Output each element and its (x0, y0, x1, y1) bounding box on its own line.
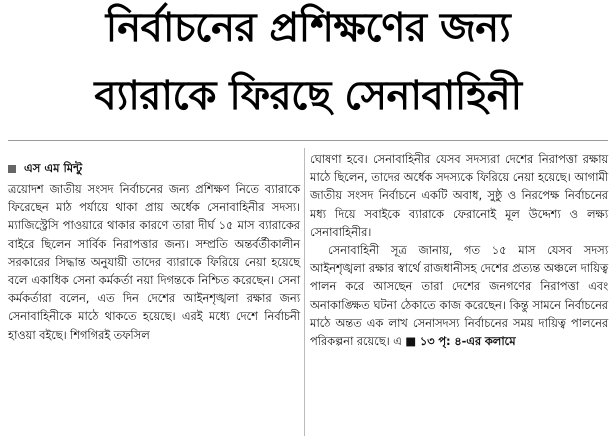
headline-divider (8, 140, 608, 141)
byline-author: এস এম মিন্টু (24, 161, 83, 175)
right-column-paragraph-2-text: সেনাবাহিনী সূত্র জানায়, গত ১৫ মাস যেসব সদস্য আইনশৃঙ্খলা রক্ষার স্বার্থে রাজধানীসহ দেশের প্রত্যন্ত অঞ্চলে দায়িত্ব পালন করে আসছেন তারা দেশের জনগণের নিরাপত্তা এবং অনাকাঙ্ক্ষিত ঘটনা ঠেকাতে কাজ করেছেন। কিন্তু সামনে নির্বাচনের মাঠে অন্তত এক লাখ সেনাসদস্য নির্বাচনের সময় দায়িত্ব পালনের পরিকল্পনা রয়েছে। এ (310, 243, 608, 349)
byline (8, 160, 82, 179)
column-divider (304, 148, 305, 436)
right-column-paragraph-1: ঘোষণা হবে। সেনাবাহিনীর যেসব সদস্যরা দেশের নিরাপত্তা রক্ষায় মাঠে ছিলেন, তাদের অর্ধেক সদস্যকে ফিরিয়ে নেয়া হয়েছে। আগামী জাতীয় সংসদ নির্বাচনে একটি অবাধ, সুষ্ঠু ও নিরপেক্ষ নির্বাচনের মধ্য দিয়ে সবাইকে ব্যারাকে ফেরানোই মূল উদ্দেশ্য ও লক্ষ্য সেনাবাহিনীর। (310, 152, 608, 239)
left-column (8, 180, 300, 344)
continuation-jump: ■ ১৩ পৃ: ৪-এর কলামে (405, 334, 516, 349)
headline-line-1: নির্বাচনের প্রশিক্ষণের জন্য (105, 5, 511, 51)
byline-square-icon (8, 165, 16, 173)
headline-line-2: ব্যারাকে ফিরছে সেনাবাহিনী (94, 73, 522, 119)
left-column-paragraph: ত্রয়োদশ জাতীয় সংসদ নির্বাচনের জন্য প্রশিক্ষণ নিতে ব্যারাকে ফিরেছেন মাঠ পর্যায়ে থাকা প্রায় অর্ধেক সেনাবাহিনীর সদস্য। ম্যাজিস্ট্রেসি পাওয়ারে থাকার কারণে তারা দীর্ঘ ১৫ মাস ব্যারাকের বাইরে ছিলেন সার্বিক নিরাপত্তার জন্য। সম্প্রতি অন্তর্বর্তীকালীন সরকারের সিদ্ধান্ত অনুযায়ী তাদের ব্যারাকে ফিরিয়ে নেয়া হয়েছে বলে একাধিক সেনা কর্মকর্তা নয়া দিগন্তকে নিশ্চিত করেছেন। সেনা কর্মকর্তারা বলেন, এত দিন দেশের আইনশৃঙ্খলা রক্ষার জন্য সেনাবাহিনীকে মাঠে থাকতে হয়েছে। এরই মধ্যে দেশে নির্বাচনী হাওয়া বইছে। শিগগিরই তফসিল (8, 182, 300, 342)
right-column (310, 150, 608, 350)
right-column-paragraph-2 (310, 241, 608, 350)
